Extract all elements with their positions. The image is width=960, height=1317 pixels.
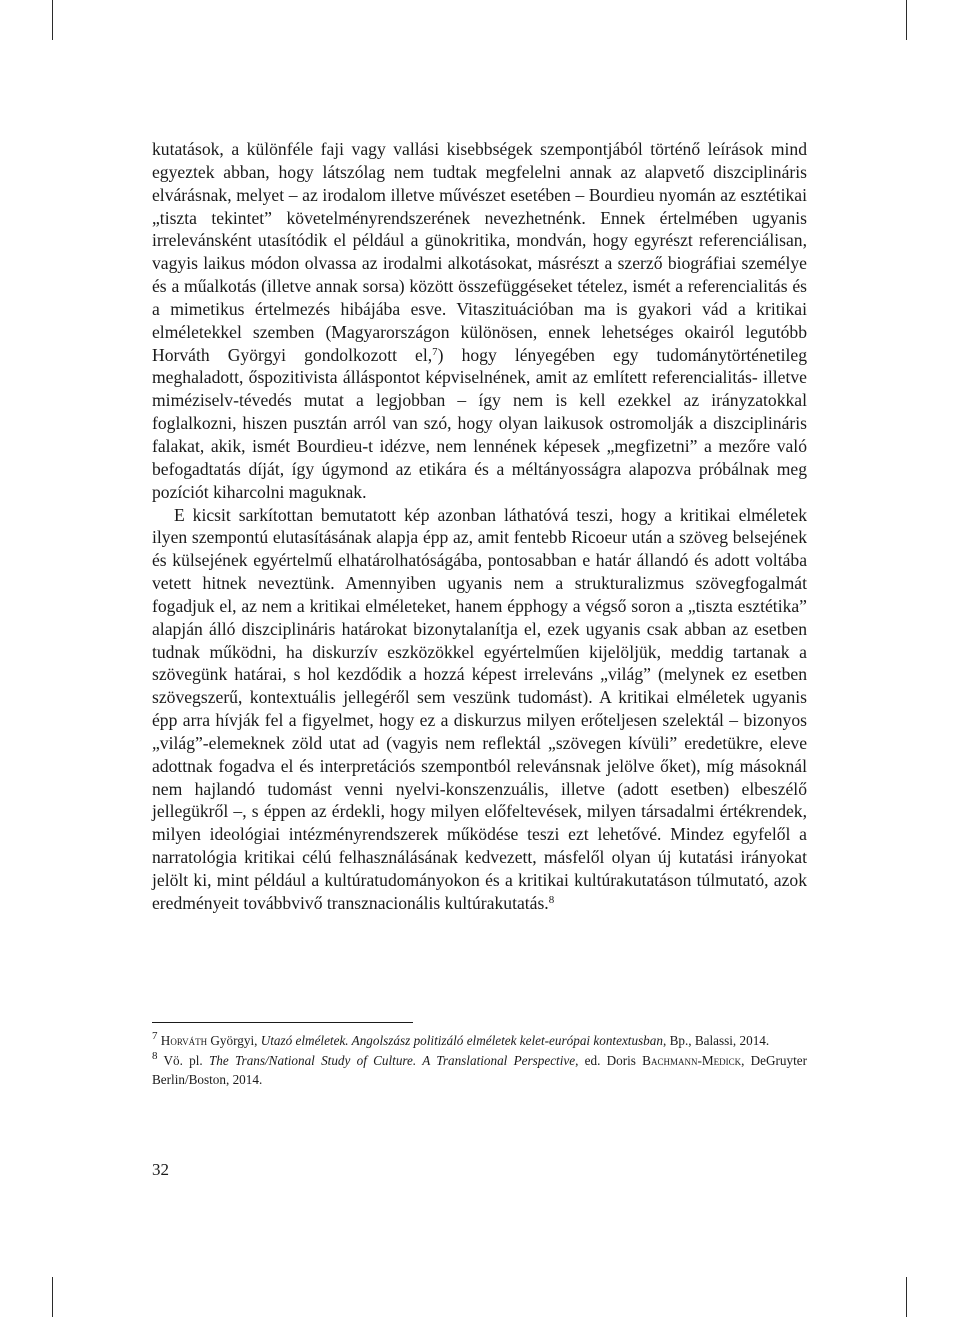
crop-mark <box>906 0 907 40</box>
main-text <box>152 138 807 915</box>
footnote-number: 7 <box>152 1030 158 1042</box>
footnote-8 <box>152 1051 807 1089</box>
crop-mark <box>52 1277 53 1317</box>
footnote-ref[interactable]: 8 <box>548 893 555 906</box>
paragraph-text: ) hogy lényegében egy tudománytörténetileg meghaladott, őspozitivista álláspontot képviselnének, amit az említett referencialitás- illetve miméziselv-tévedés mutat a legjobban – így nem is kell ezekkel az irányzatokkal foglalkozni, hiszen pusztán arról van szó, hogy olyan laikusok ostromolják a diszciplináris falakat, akik, ismét Bourdieu-t idézve, nem lennének képesek „megfizetni” a mezőre való befogadtatás díját, így úgymond az etikára és a méltányosságra alapozva próbálnak meg pozíciót kiharcolni maguknak. <box>152 344 807 502</box>
page-number: 32 <box>152 1160 169 1179</box>
footnote-title: Utazó elméletek. Angolszász politizáló elméletek kelet-európai kontextusban <box>260 1033 663 1048</box>
footnote-number: 8 <box>152 1050 158 1062</box>
footnote-title: The Trans/National Study of Culture. A Translational Perspective <box>208 1053 576 1068</box>
footnote-ref[interactable]: 7 <box>432 345 438 358</box>
paragraph-text: E kicsit sarkítottan bemutatott kép azonban láthatóvá teszi, hogy a kritikai elméletek ilyen szempontú elutasításának alapja épp az, amit fentebb Ricoeur után a szöveg belsejének és külsejének egyértelmű elhatárolhatóságába, pontosabban e határ állandó és adott voltába vetett hitnek neveztünk. Amennyiben ugyanis nem a strukturalizmus szövegfogalmát fogadjuk el, az nem a kritikai elméleteket, hanem épphogy a végső soron a „tiszta esztétika” alapján álló diszciplináris határokat bizonytalanítja el, ezek ugyanis csak abban az esetben tudnak működni, ha diskurzív eszközökkel egyértelműen kijelöljük, meddig tartanak a szövegünk határai, s hol kezdődik a hozzá képest irreleváns „világ” (melynek ez esetben szövegszerű, kontextuális jellegéről sem veszünk tudomást). A kritikai elméletek ugyanis épp arra hívják fel a figyelmet, hogy ez a diskurzus milyen erőteljesen szelektál – bizonyos „világ”-elemeknek zöld utat ad (vagyis nem reflektál „szövegen kívüli” eredetükre, eleve adottnak fogadva el és interpretációs szempontból relevánsnak jelölve őket), míg másoknál nem hajlandó tudomást venni nyelvi-konszenzuális, illetve (adott esetben) elbeszélő jellegükről –, s éppen az érdekli, hogy milyen előfeltevések, milyen társadalmi értékrendek, milyen ideológiai intézményrendszerek működése teszi ezt lehetővé. Mindez egyfelől a narratológia kritikai célú felhasználásának kedvezett, másfelől olyan új kutatási irányokat jelölt ki, mint például a kultúratudományokon és a kritikai kultúrakutatáson túlmutató, azok eredményeit továbbvivő transznacionális kultúrakutatás. <box>152 504 807 913</box>
paragraph <box>152 504 807 915</box>
paragraph <box>152 138 807 504</box>
footnote-author: Horváth <box>160 1033 208 1048</box>
crop-mark <box>52 0 53 40</box>
footnote-text: , Bp., Balassi, 2014. <box>662 1033 770 1048</box>
footnote-text: , DeGruyter Berlin/Boston, 2014. <box>152 1053 807 1087</box>
footnote-separator <box>152 1022 413 1023</box>
footnote-author: Bachmann-Medick <box>642 1053 742 1068</box>
crop-mark <box>906 1277 907 1317</box>
footnote-text: Vö. pl. <box>157 1053 209 1068</box>
footnote-text: , ed. Doris <box>575 1053 643 1068</box>
footnote-7 <box>152 1031 807 1050</box>
footnote-text: Györgyi, <box>207 1033 261 1048</box>
paragraph-text: kutatások, a különféle faji vagy vallási kisebbségek szempontjából történő leírások mind egyeztek abban, hogy látszólag nem tudtak megfelelni annak az alapvető diszciplináris elvárásnak, melyet – az irodalom illetve művészet esetében – Bourdieu nyomán az esztétikai „tiszta tekintet” követelményrendszerének nevezhetnénk. Ennek értelmében ugyanis irrelevánsként utasítódik el például a günokritika, mondván, hogy egyrészt referenciálisan, vagyis laikus módon olvassa az irodalmi alkotásokat, másrészt a szerző biográfiai személye és a műalkotás (illetve annak sorsa) között összefüggéseket tételez, ismét a referencialitás és a mimetikus értelmezés hibájába esve. Vitaszituációban ma is gyakori vád a kritikai elméletekkel szemben (Magyarországon különösen, ennek lehetséges okairól legutóbb Horváth Györgyi gondolkozott el, <box>152 139 807 365</box>
footnotes <box>152 1031 807 1090</box>
